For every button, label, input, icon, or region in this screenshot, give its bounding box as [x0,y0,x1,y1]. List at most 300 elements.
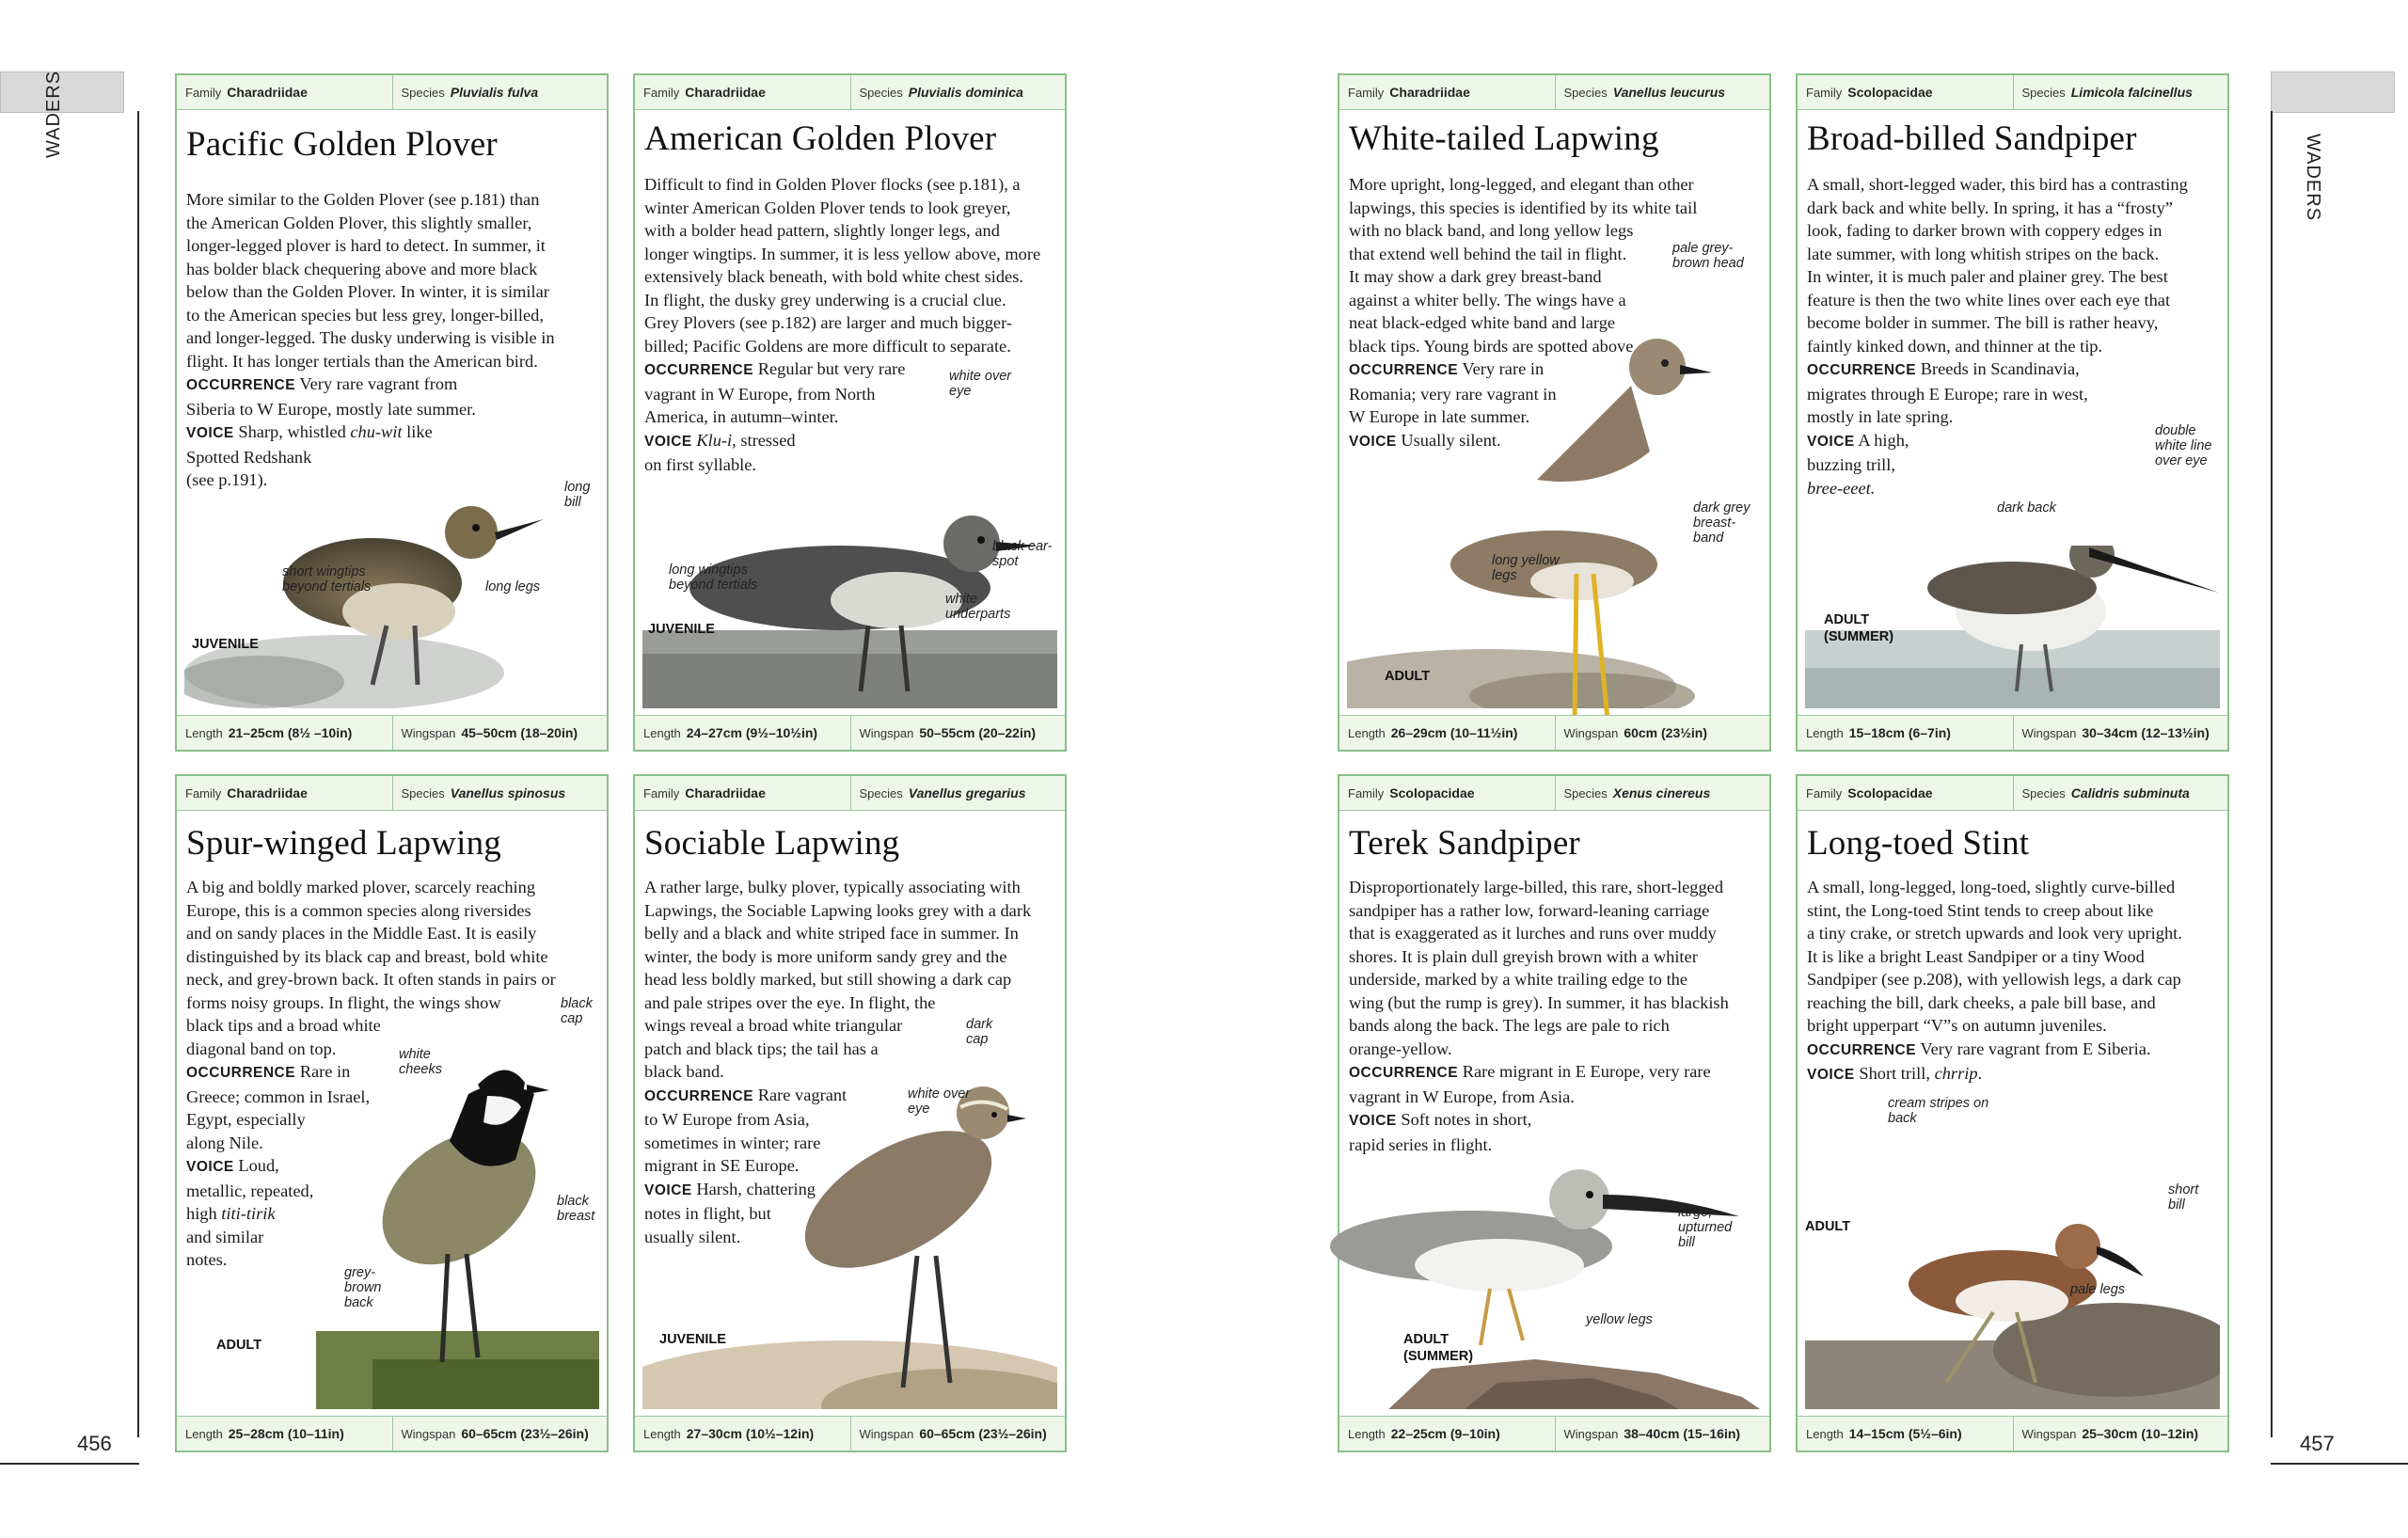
family-label: Family [185,785,222,801]
family-cell [1339,776,1555,810]
card-footer [1339,1416,1769,1451]
family-cell [177,776,392,810]
voice-label: VOICE [1349,1113,1397,1129]
species-card-american-golden-plover [633,73,1067,752]
species-label: Species [859,785,903,801]
annotation-white-cheeks: white cheeks [399,1047,442,1077]
family-label: Family [643,785,680,801]
species-name: Spur-winged Lapwing [186,824,501,863]
text-line: sandpiper has a rather low, forward-leaning carriage [1349,900,1710,920]
voice-call: chu-wit [350,422,403,441]
card-footer [635,715,1065,750]
voice-text: Usually silent. [1401,430,1501,450]
species-label: Species [401,85,445,100]
occurrence-text: migrant in SE Europe. [644,1156,800,1175]
text-line: More upright, long-legged, and elegant than other [1349,175,1694,194]
species-card-sociable-lapwing [633,774,1067,1452]
text-line: a tiny crake, or stretch upwards and look very upright. [1807,924,2182,943]
page-number-left: 456 [77,1432,112,1455]
species-name: Terek Sandpiper [1349,824,1580,863]
text-line: extensively black beneath, with bold white chest sides. [644,267,1023,286]
text-line: Sandpiper (see p.208), with yellowish legs, a dark cap [1807,970,2181,989]
length-value: 15–18cm (6–7in) [1848,725,1951,740]
occurrence-text: Rare vagrant [757,1085,848,1104]
voice-call-line [1807,477,2188,500]
card-footer [1798,715,2227,750]
annotation-black-cap: black cap [561,996,593,1026]
text-line: neck, and grey-brown back. It often stands in pairs or [186,970,556,989]
voice-label: VOICE [186,1159,234,1175]
family-label: Family [1806,785,1843,801]
footer-rule-right [2271,1463,2408,1465]
voice-text: Sharp, whistled [238,422,351,441]
voice-text: Spotted Redshank [186,447,312,467]
wingspan-label: Wingspan [859,725,914,740]
text-line: Difficult to find in Golden Plover flocks (see p.181), a [644,175,1021,194]
occurrence-text: vagrant in W Europe, from North [644,384,876,404]
bird-photo [1805,1218,2220,1409]
text-line: longer wingtips. In summer, it is less yellow above, more [644,244,1041,263]
length-value: 26–29cm (10–11½in) [1390,725,1518,740]
wingspan-value: 45–50cm (18–20in) [461,725,578,740]
annotation-short-bill: short bill [2168,1182,2199,1213]
family-cell [1339,75,1555,109]
species-name: White-tailed Lapwing [1349,119,1659,158]
family-label: Family [643,85,680,100]
family-value: Charadriidae [1389,85,1470,100]
voice-text: rapid series in flight. [1349,1134,1493,1154]
species-card-long-toed-stint [1796,774,2229,1452]
text-line: and pale stripes over the eye. In flight, the [644,992,936,1012]
text-line: orange-yellow. [1349,1039,1452,1058]
family-cell [635,75,850,109]
text-line: Lapwings, the Sociable Lapwing looks grey with a dark [644,900,1032,920]
species-value: Calidris subminuta [2070,785,2190,801]
voice-text: and similar [186,1227,264,1246]
text-line: that extend well behind the tail in flight. [1349,244,1627,263]
family-value: Charadriidae [685,85,766,100]
annotation-double-white-line: double white line over eye [2155,423,2212,468]
text-line: black tips. Young birds are spotted above. [1349,336,1638,356]
voice-text: metallic, repeated, [186,1181,314,1200]
text-line: become bolder in summer. The bill is rather heavy, [1807,313,2159,332]
length-cell [1339,716,1555,750]
species-cell [1555,75,1770,109]
card-footer [1798,1416,2227,1451]
wingspan-value: 60–65cm (23½–26in) [461,1426,589,1441]
wingspan-cell [392,1417,608,1451]
species-value: Vanellus gregarius [908,785,1026,801]
wingspan-value: 25–30cm (10–12in) [2082,1426,2199,1441]
species-cell [2013,776,2228,810]
text-line: billed; Pacific Goldens are more difficult to separate. [644,336,1011,356]
sandpiper-bill [2089,508,2226,602]
card-header [1798,75,2227,110]
occurrence-text: sometimes in winter; rare [644,1133,821,1152]
text-line: reaching the bill, dark cheeks, a pale bill base, and [1807,992,2156,1012]
occurrence-text: along Nile. [186,1133,263,1152]
sociable-lapwing-illustration [776,1021,1058,1416]
occurrence-line [1807,357,2188,383]
length-value: 24–27cm (9½–10½in) [686,725,818,740]
age-label: JUVENILE [192,637,259,652]
occurrence-text: America, in autumn–winter. [644,407,839,426]
wingspan-cell [850,716,1066,750]
voice-text: A high, [1858,430,1909,450]
voice-line [1807,429,2188,454]
text-line: Europe, this is a common species along riversides [186,900,531,920]
wingspan-label: Wingspan [2021,1426,2077,1441]
length-cell [1339,1417,1555,1451]
text-line: dark back and white belly. In spring, it has a “frosty” [1807,198,2173,217]
family-label: Family [185,85,222,100]
species-label: Species [2021,85,2066,100]
voice-line [644,429,1040,454]
text-line: wing (but the rump is grey). In summer, it has blackish [1349,992,1729,1012]
annotation-long-bill: long bill [564,480,591,510]
species-label: Species [2021,785,2066,801]
text-line: has bolder black chequering above and more black [186,259,538,278]
card-footer [635,1416,1065,1451]
text-line: shores. It is plain dull greyish brown with a whiter [1349,946,1698,966]
occurrence-text: migrates through E Europe; rare in west, [1807,384,2088,404]
wingspan-cell [1555,1417,1770,1451]
margin-rule-left [137,111,139,1437]
text-line: A big and boldly marked plover, scarcely reaching [186,878,536,896]
voice-line [186,420,555,446]
length-value: 22–25cm (9–10in) [1390,1426,1500,1441]
voice-text: Harsh, chattering [696,1179,816,1198]
species-name: Pacific Golden Plover [186,125,498,164]
occurrence-line [1807,1038,2182,1063]
wingspan-cell [2013,1417,2228,1451]
voice-line [1807,1062,2182,1087]
text-line: flight. It has longer tertials than the American bird. [186,351,538,371]
wingspan-label: Wingspan [401,725,456,740]
text-line: below than the Golden Plover. In winter, it is similar [186,282,549,301]
occurrence-text: vagrant in W Europe, from Asia. [1349,1086,1575,1106]
annotation-yellow-legs: yellow legs [1586,1312,1653,1327]
species-card-white-tailed-lapwing [1338,73,1771,752]
text-line: It is like a bright Least Sandpiper or a tiny Wood [1807,946,2145,966]
text-line: A small, short-legged wader, this bird has a contrasting [1807,175,2188,194]
long-toed-stint-illustration [1805,1218,2220,1409]
occurrence-label: OCCURRENCE [1349,1065,1459,1081]
text-line: In winter, it is much paler and plainer grey. The best [1807,267,2168,286]
species-label: Species [859,85,903,100]
voice-label: VOICE [1807,433,1855,450]
length-label: Length [1806,725,1844,740]
occurrence-label: OCCURRENCE [1349,362,1459,378]
species-value: Limicola falcinellus [2070,85,2193,100]
text-line: feature is then the two white lines over each eye that [1807,290,2171,309]
annotation-long-wingtips: long wingtips beyond tertials [669,563,758,593]
family-value: Scolopacidae [1847,785,1933,801]
length-label: Length [185,1426,223,1441]
annotation-long-yellow-legs: long yellow legs [1492,553,1560,583]
occurrence-text: mostly in late spring. [1807,407,1954,426]
length-cell [1798,716,2013,750]
occurrence-text: to W Europe from Asia, [644,1110,810,1129]
text-line: look, fading to darker brown with coppery edges in [1807,221,2162,240]
card-header [1339,776,1769,811]
card-header [1339,75,1769,110]
family-label: Family [1348,85,1385,100]
text-line: the American Golden Plover, this slightly smaller, [186,213,532,232]
text-line: belly and a black and white striped face in summer. In [644,924,1019,943]
text-line: diagonal band on top. [186,1039,337,1058]
text-line: to the American species but less grey, longer-billed, [186,305,544,325]
species-description [1807,876,2182,1087]
length-value: 21–25cm (8½ –10in) [228,725,353,740]
occurrence-text: Siberia to W Europe, mostly late summer. [186,399,476,419]
text-line: bands along the back. The legs are pale to rich [1349,1016,1670,1035]
text-line: and on sandy places in the Middle East. It is easily [186,924,537,943]
annotation-cream-stripes: cream stripes on back [1888,1096,1989,1126]
text-line: winter American Golden Plover tends to look greyer, [644,198,1011,217]
card-header [177,776,607,811]
text-line: It may show a dark grey breast-band [1349,267,1602,286]
text-line: underside, marked by a white trailing edge to the [1349,970,1688,989]
family-cell [1798,776,2013,810]
wingspan-value: 30–34cm (12–13½in) [2082,725,2210,740]
family-cell [177,75,392,109]
species-name: Sociable Lapwing [644,824,900,863]
annotation-dark-back: dark back [1997,500,2056,515]
species-cell [850,776,1066,810]
footer-rule-left [0,1463,139,1465]
species-value: Pluvialis fulva [450,85,539,100]
occurrence-label: OCCURRENCE [1807,362,1917,378]
voice-call: bree-eeet. [1807,478,1876,498]
family-label: Family [1806,85,1843,100]
text-line: winter, the body is more uniform sandy grey and the [644,946,1007,966]
occurrence-label: OCCURRENCE [1807,1041,1917,1058]
species-name: Long-toed Stint [1807,824,2030,863]
wingspan-label: Wingspan [1563,725,1619,740]
species-card-spur-winged-lapwing [175,774,609,1452]
species-description [1807,173,2188,499]
voice-text: high [186,1204,222,1223]
annotation-long-legs: long legs [485,579,541,595]
length-value: 25–28cm (10–11in) [228,1426,344,1441]
text-line: distinguished by its black cap and breast, bold white [186,946,548,966]
age-label: ADULT [1385,669,1431,684]
annotation-short-wingtips: short wingtips beyond tertials [282,564,372,595]
text-line: head less boldly marked, but still showing a dark cap [644,970,1012,989]
card-header [635,776,1065,811]
occurrence-text: Very rare vagrant from E Siberia. [1920,1039,2151,1058]
annotation-black-breast: black breast [557,1194,595,1224]
annotation-black-ear-spot: black ear-spot [992,539,1053,569]
annotation-white-over-eye: white over eye [908,1086,971,1117]
voice-text: on first syllable. [644,455,757,474]
card-header [635,75,1065,110]
annotation-dark-cap: dark cap [966,1017,993,1047]
occurrence-text: Romania; very rare vagrant in [1349,384,1557,404]
length-value: 14–15cm (5½–6in) [1848,1426,1962,1441]
age-label: ADULT [1805,1219,1851,1234]
length-label: Length [1348,725,1386,740]
annotation-grey-brown-back: grey-brown back [344,1265,382,1310]
voice-text: notes in flight, but [644,1204,771,1223]
species-card-broad-billed-sandpiper [1796,73,2229,752]
length-label: Length [643,1426,681,1441]
family-value: Charadriidae [227,785,308,801]
occurrence-label: OCCURRENCE [644,362,754,378]
occurrence-text: W Europe in late summer. [1349,407,1530,426]
occurrence-text: Regular but very rare [757,359,906,378]
family-cell [1798,75,2013,109]
voice-text: Short trill, [1859,1064,1935,1083]
species-value: Vanellus leucurus [1612,85,1726,100]
text-line: A small, long-legged, long-toed, slightly curve-billed [1807,878,2176,896]
voice-label: VOICE [186,425,234,441]
occurrence-text: Very rare in [1462,359,1545,378]
age-label: ADULT [216,1338,262,1353]
card-footer [1339,715,1769,750]
length-cell [177,716,392,750]
length-cell [1798,1417,2013,1451]
family-value: Charadriidae [227,85,308,100]
wingspan-cell [392,716,608,750]
species-name: American Golden Plover [644,119,997,158]
family-value: Scolopacidae [1847,85,1933,100]
card-footer [177,715,607,750]
text-line: longer-legged plover is hard to detect. In summer, it [186,236,546,255]
age-label: JUVENILE [659,1332,726,1347]
age-label: JUVENILE [648,622,715,637]
section-label-left: WADERS [43,70,64,158]
card-header [1798,776,2227,811]
text-line: patch and black tips; the tail has a [644,1039,879,1058]
text-line: faintly kinked down, and thinner at the tip. [1807,336,2103,356]
species-description [644,173,1040,477]
length-label: Length [1348,1426,1386,1441]
text-line: Grey Plovers (see p.182) are larger and much bigger- [644,313,1012,332]
wingspan-cell [850,1417,1066,1451]
wingspan-cell [1555,716,1770,750]
wingspan-value: 50–55cm (20–22in) [919,725,1037,740]
annotation-white-underparts: white underparts [945,592,1011,622]
text-line: that is exaggerated as it lurches and runs over muddy [1349,924,1717,943]
occurrence-text: Egypt, especially [186,1110,306,1129]
species-name: Broad-billed Sandpiper [1807,119,2137,158]
text-line: wings reveal a broad white triangular [644,1016,903,1035]
species-card-pacific-golden-plover [175,73,609,752]
card-footer [177,1416,607,1451]
occurrence-text: Very rare vagrant from [299,374,458,393]
wingspan-value: 60–65cm (23½–26in) [919,1426,1047,1441]
species-cell [2013,75,2228,109]
occurrence-text: Rare migrant in E Europe, very rare [1462,1062,1711,1081]
length-cell [177,1417,392,1451]
voice-call: Klu-i [696,430,733,450]
occurrence-label: OCCURRENCE [186,1065,296,1081]
species-value: Vanellus spinosus [450,785,566,801]
voice-text: Loud, [238,1156,279,1175]
section-tab-right [2271,71,2395,113]
card-header [177,75,607,110]
length-label: Length [643,725,681,740]
length-label: Length [185,725,223,740]
voice-label: VOICE [1807,1067,1855,1083]
voice-text: usually silent. [644,1227,741,1246]
text-line: A rather large, bulky plover, typically associating with [644,878,1021,896]
wingspan-cell [2013,716,2228,750]
wingspan-value: 38–40cm (15–16in) [1624,1426,1741,1441]
voice-text: (see p.191). [186,470,268,489]
text-line: In flight, the dusky grey underwing is a crucial clue. [644,290,1006,309]
species-label: Species [1563,785,1608,801]
family-cell [635,776,850,810]
age-label: ADULT (SUMMER) [1403,1332,1474,1364]
age-label: ADULT (SUMMER) [1824,612,1894,644]
annotation-dark-grey-breast-band: dark grey breast-band [1693,500,1751,546]
text-line: Disproportionately large-billed, this rare, short-legged [1349,878,1724,896]
voice-text: notes. [186,1250,228,1269]
occurrence-text: Breeds in Scandinavia, [1920,359,2080,378]
family-label: Family [1348,785,1385,801]
annotation-pale-legs: pale legs [2070,1282,2126,1297]
text-line: lapwings, this species is identified by its white tail [1349,198,1698,217]
text-line: black tips and a broad white [186,1016,381,1035]
occurrence-text: Greece; common in Israel, [186,1086,371,1106]
occurrence-label: OCCURRENCE [186,377,296,393]
length-cell [635,716,850,750]
text-line: late summer, with long whitish stripes on the back. [1807,244,2160,263]
text-line: stint, the Long-toed Stint tends to creep about like [1807,900,2154,920]
voice-text: , stressed [732,430,796,450]
margin-rule-right [2271,111,2273,1437]
occurrence-line [1349,1060,1729,1086]
species-card-terek-sandpiper [1338,774,1771,1452]
species-cell [1555,776,1770,810]
wingspan-label: Wingspan [859,1426,914,1441]
length-value: 27–30cm (10½–12in) [686,1426,815,1441]
annotation-white-over-eye: white over eye [949,369,1012,399]
section-label-right: WADERS [2303,134,2323,222]
family-value: Scolopacidae [1389,785,1475,801]
occurrence-text: Rare in [299,1062,351,1081]
species-cell [392,776,608,810]
voice-text: Soft notes in short, [1401,1110,1532,1129]
annotation-large-upturned-bill: large, upturned bill [1678,1205,1733,1250]
species-value: Pluvialis dominica [908,85,1023,100]
wingspan-value: 60cm (23½in) [1624,725,1708,740]
species-label: Species [1563,85,1608,100]
species-cell [392,75,608,109]
text-line: black band. [644,1062,724,1081]
voice-label: VOICE [644,1181,692,1198]
species-cell [850,75,1066,109]
wingspan-label: Wingspan [2021,725,2077,740]
wingspan-label: Wingspan [401,1426,456,1441]
voice-label: VOICE [1349,433,1397,450]
family-value: Charadriidae [685,785,766,801]
text-line: with a bolder head pattern, slightly longer legs, and [644,221,1000,240]
page-number-right: 457 [2300,1432,2335,1455]
text-line: with no black band, and long yellow legs [1349,221,1634,240]
text-line: and longer-legged. The dusky underwing is visible in [186,328,555,347]
length-label: Length [1806,1426,1844,1441]
text-line: neat black-edged white band and large [1349,313,1616,332]
voice-text: buzzing trill, [1807,455,1895,474]
occurrence-line [186,373,555,398]
voice-text: . [1977,1064,1983,1083]
species-label: Species [401,785,445,801]
voice-label: VOICE [644,433,692,450]
